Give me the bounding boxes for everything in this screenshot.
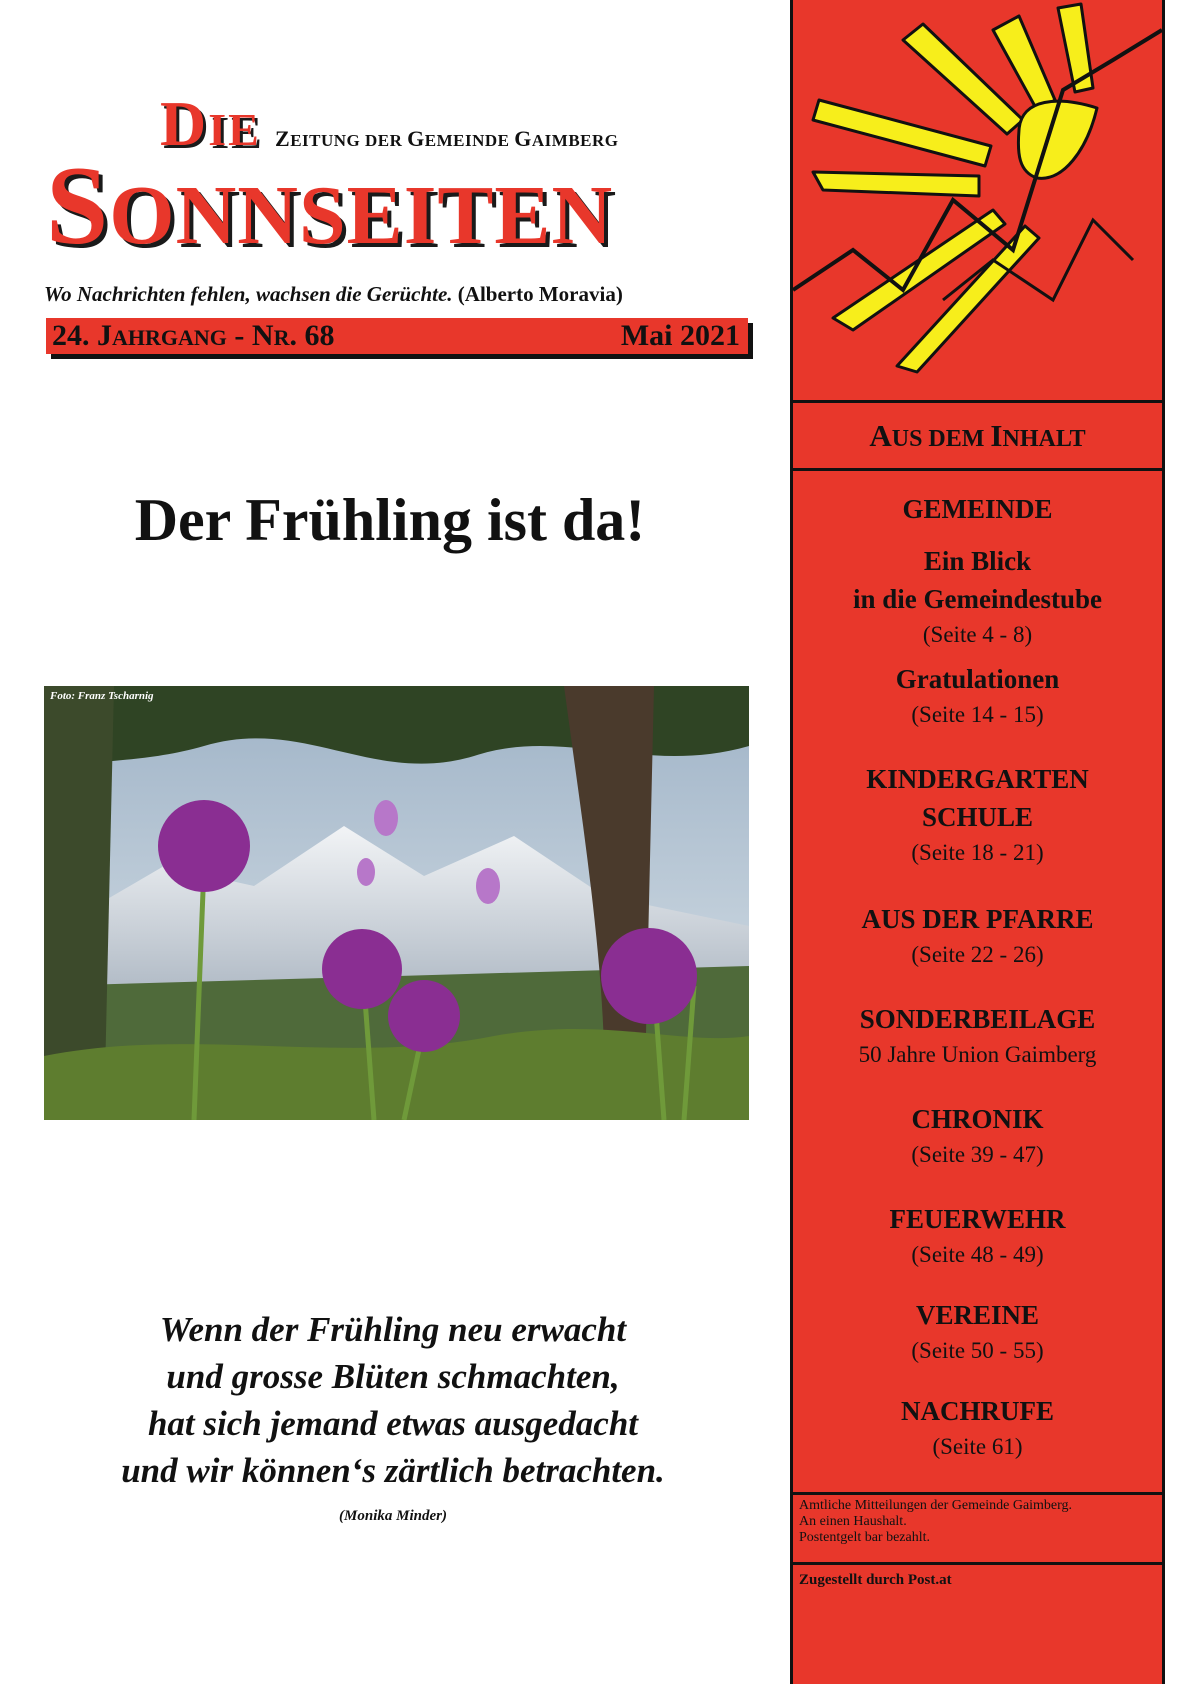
footer-mid-rule — [793, 1562, 1162, 1565]
poem-author: (Monika Minder) — [339, 1508, 447, 1524]
poem-line: und grosse Blüten schmachten, — [166, 1357, 620, 1396]
footer-line: An einen Haushalt. — [799, 1514, 907, 1529]
toc-heading: AUS DER PFARRE — [861, 904, 1094, 934]
poem-line: hat sich jemand etwas ausgedacht — [147, 1404, 639, 1443]
toc-page: (Seite 22 - 26) — [911, 942, 1044, 967]
toc-heading: SCHULE — [921, 802, 1034, 832]
toc-heading: KINDERGARTEN — [866, 764, 1089, 794]
toc-page: (Seite 61) — [932, 1434, 1023, 1459]
toc-page: (Seite 4 - 8) — [922, 622, 1033, 647]
toc-heading: GEMEINDE — [902, 494, 1053, 524]
masthead-die: DIE — [160, 88, 261, 159]
issue-number: 24. JAHRGANG - NR. 68 — [52, 319, 335, 352]
toc-heading: in die Gemeindestube — [852, 584, 1102, 614]
poem-line: Wenn der Frühling neu erwacht — [159, 1310, 627, 1349]
toc-heading: Ein Blick — [923, 546, 1032, 576]
footer-delivery: Zugestellt durch Post.at — [799, 1572, 952, 1588]
footer-line: Postentgelt bar bezahlt. — [799, 1530, 931, 1545]
toc-heading: Gratulationen — [895, 664, 1060, 694]
toc-heading: NACHRUFE — [901, 1396, 1054, 1426]
toc-top-rule — [793, 400, 1162, 403]
toc-heading: CHRONIK — [911, 1104, 1044, 1134]
toc-heading: SONDERBEILAGE — [859, 1004, 1096, 1034]
toc-page: (Seite 14 - 15) — [911, 702, 1044, 727]
toc-page: (Seite 39 - 47) — [911, 1142, 1044, 1167]
photo-credit: Foto: Franz Tscharnig — [50, 690, 154, 702]
masthead-subtitle: ZEITUNG DER GEMEINDE GAIMBERG — [275, 126, 619, 151]
issue-date: Mai 2021 — [620, 319, 740, 352]
masthead-title: SONNSEITEN — [46, 144, 614, 268]
sidebar — [790, 0, 1165, 1684]
poem-line: und wir können‘s zärtlich betrachten. — [121, 1451, 665, 1490]
toc-title: AUS DEM INHALT — [869, 418, 1086, 453]
toc-heading: FEUERWEHR — [889, 1204, 1066, 1234]
masthead-quote: Wo Nachrichten fehlen, wachsen die Gerüchte. (Alberto Moravia) — [44, 282, 623, 306]
toc-page: (Seite 48 - 49) — [911, 1242, 1044, 1267]
spring-flowers-photo — [44, 686, 749, 1120]
footer-top-rule — [793, 1492, 1162, 1495]
headline: Der Frühling ist da! — [134, 487, 646, 553]
sun-mountain-logo-icon — [793, 0, 1162, 400]
toc-heading: VEREINE — [915, 1300, 1040, 1330]
toc-page: (Seite 50 - 55) — [911, 1338, 1044, 1363]
toc-title-rule — [793, 468, 1162, 471]
cover-photo — [44, 686, 749, 1120]
toc-page: (Seite 18 - 21) — [911, 840, 1044, 865]
footer-line: Amtliche Mitteilungen der Gemeinde Gaimberg. — [799, 1498, 1073, 1513]
issue-bar — [46, 318, 748, 354]
toc-page: 50 Jahre Union Gaimberg — [858, 1042, 1097, 1067]
poem — [40, 1306, 746, 1494]
